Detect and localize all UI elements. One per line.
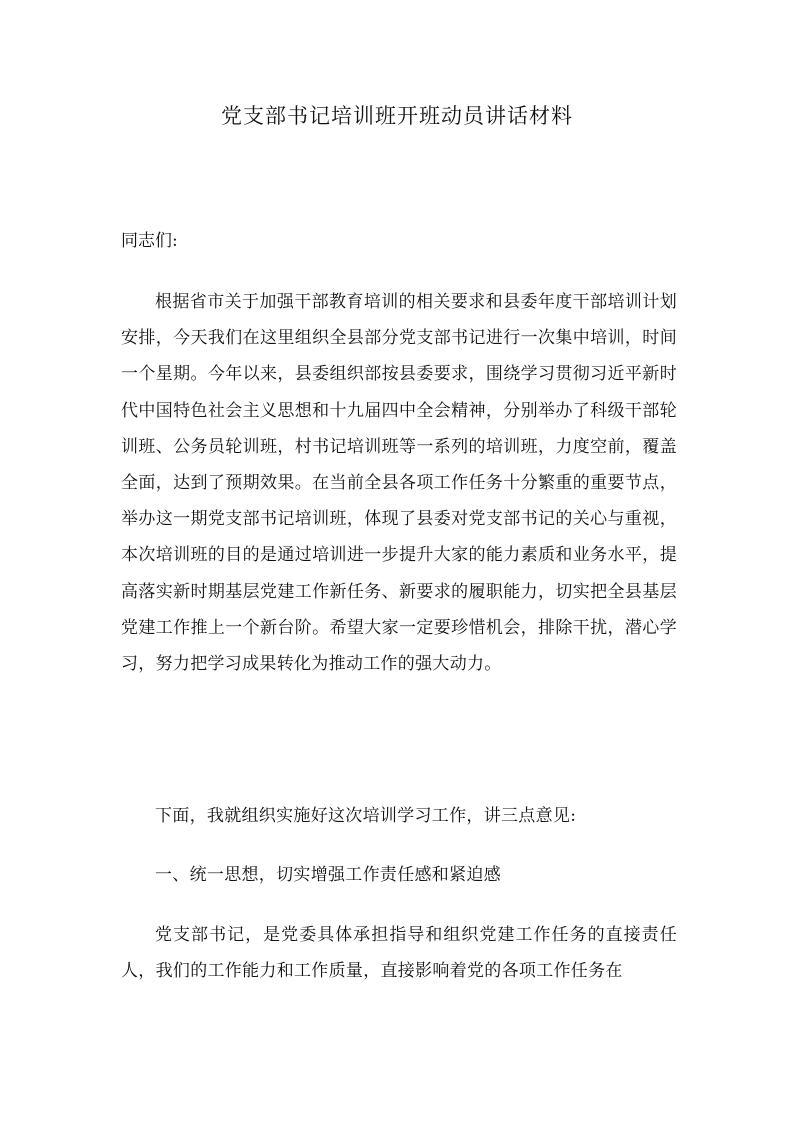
paragraph-transition: 下面，我就组织实施好这次培训学习工作，讲三点意见:	[155, 806, 577, 826]
page-title: 党支部书记培训班开班动员讲话材料	[221, 104, 573, 128]
section-heading-1: 一、统一思想，切实增强工作责任感和紧迫感	[155, 865, 501, 885]
paragraph-intro: 根据省市关于加强干部教育培训的相关要求和县委年度干部培训计划安排，今天我们在这里组织全县部分党支部书记进行一次集中培训，时间一个星期。今年以来，县委组织部按县委要求，围绕学习贯彻习近平新时代中国特色社会主义思想和十九届四中全会精神，分别举办了科级干部轮训班、公务员轮训班，村书记培训班等一系列的培训班，力度空前，覆盖全面，达到了预期效果。在当前全县各项工作任务十分繁重的重要节点，举办这一期党支部书记培训班，体现了县委对党支部书记的关心与重视，本次培训班的目的是通过培训进一步提升大家的能力素质和业务水平，提高落实新时期基层党建工作新任务、新要求的履职能力，切实把全县基层党建工作推上一个新台阶。希望大家一定要珍惜机会，排除干扰，潜心学习，努力把学习成果转化为推动工作的强大动力。	[121, 292, 677, 675]
paragraph-section-1: 党支部书记，是党委具体承担指导和组织党建工作任务的直接责任人，我们的工作能力和工作质量，直接影响着党的各项工作任务在	[121, 925, 677, 982]
salutation: 同志们:	[121, 231, 178, 251]
